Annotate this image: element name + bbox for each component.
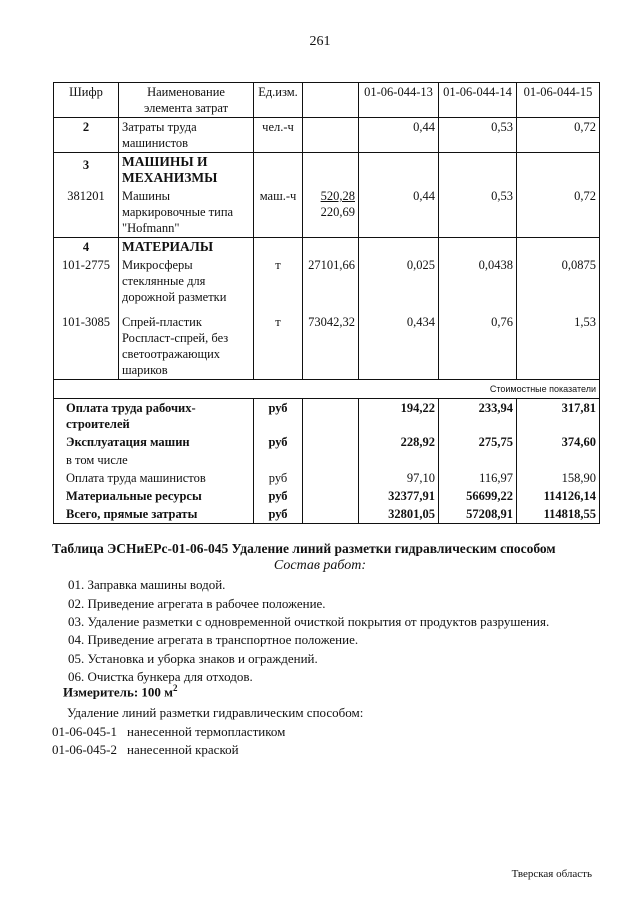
header-price — [303, 83, 359, 118]
total-value-14: 116,97 — [439, 469, 517, 487]
total-label: Материальные ресурсы — [54, 487, 254, 505]
section-row-machines — [54, 153, 600, 188]
removal-text: Удаление линий разметки гидравлическим способом: — [67, 705, 364, 720]
cost-note-row — [54, 380, 600, 399]
code-text: нанесенной термопластиком — [127, 724, 286, 739]
total-value-13: 194,22 — [359, 399, 439, 434]
total-label: Оплата труда рабочих-строителей — [54, 399, 254, 434]
header-col-14: 01-06-044-14 — [439, 83, 517, 118]
row-value-13: 0,025 — [359, 256, 439, 306]
row-name: Машины маркировочные типа "Hofmann" — [119, 187, 254, 238]
resource-table — [53, 82, 600, 524]
row-unit: т — [254, 256, 303, 306]
totals-row — [54, 487, 600, 505]
work-item: 04. Приведение агрегата в транспортное положение. — [68, 632, 359, 647]
price-secondary: 220,69 — [320, 205, 355, 219]
header-unit: Ед.изм. — [254, 83, 303, 118]
header-code: Шифр — [54, 83, 119, 118]
total-value-13: 97,10 — [359, 469, 439, 487]
total-unit: руб — [254, 469, 303, 487]
table-row — [54, 118, 600, 153]
measure-unit — [63, 683, 178, 700]
row-price: 73042,32 — [303, 306, 359, 380]
section-title: МАШИНЫ И МЕХАНИЗМЫ — [119, 153, 254, 188]
row-name: Микросферы стеклянные для дорожной разметки — [119, 256, 254, 306]
works-heading: Состав работ: — [273, 558, 367, 573]
total-unit: руб — [254, 487, 303, 505]
totals-row — [54, 399, 600, 434]
code-text: нанесенной краской — [127, 742, 239, 757]
row-value-15: 1,53 — [517, 306, 600, 380]
totals-row — [54, 505, 600, 524]
section-title: Таблица ЭСНиЕРс-01-06-045 Удаление линий разметки гидравлическим способом — [52, 541, 556, 556]
header-col-13: 01-06-044-13 — [359, 83, 439, 118]
total-value-13: 32801,05 — [359, 505, 439, 524]
row-code: 2 — [54, 118, 119, 153]
row-value-15: 0,72 — [517, 187, 600, 238]
footer-region: Тверская область — [511, 868, 592, 880]
total-value-14: 275,75 — [439, 433, 517, 451]
total-label: Эксплуатация машин — [54, 433, 254, 451]
section-row-materials — [54, 238, 600, 257]
work-item: 03. Удаление разметки с одновременной очисткой покрытия от продуктов разрушения. — [68, 614, 550, 629]
total-unit: руб — [254, 505, 303, 524]
row-value-14: 0,76 — [439, 306, 517, 380]
row-value-15: 0,72 — [517, 118, 600, 153]
table-row — [54, 306, 600, 380]
work-item: 06. Очистка бункера для отходов. — [68, 669, 253, 684]
row-code: 101-2775 — [54, 256, 119, 306]
row-value-13: 0,44 — [359, 118, 439, 153]
totals-row — [54, 469, 600, 487]
code-row — [52, 724, 285, 740]
table-row — [54, 187, 600, 238]
row-value-14: 0,53 — [439, 187, 517, 238]
row-value-14: 0,53 — [439, 118, 517, 153]
table-header-row — [54, 83, 600, 118]
measure-sup: 2 — [173, 683, 178, 693]
page-number: 261 — [309, 34, 331, 49]
row-code: 381201 — [54, 187, 119, 238]
total-value-13: 32377,91 — [359, 487, 439, 505]
cost-note: Стоимостные показатели — [54, 380, 600, 399]
row-unit: чел.-ч — [254, 118, 303, 153]
work-item: 01. Заправка машины водой. — [68, 577, 226, 592]
section-code: 3 — [54, 153, 119, 188]
total-value-13: 228,92 — [359, 433, 439, 451]
row-unit: маш.-ч — [254, 187, 303, 238]
total-label: Оплата труда машинистов — [54, 469, 254, 487]
total-value-15: 374,60 — [517, 433, 600, 451]
row-value-13: 0,434 — [359, 306, 439, 380]
price-primary: 520,28 — [320, 189, 355, 203]
total-value-15: 114818,55 — [517, 505, 600, 524]
code-row — [52, 742, 239, 758]
row-value-14: 0,0438 — [439, 256, 517, 306]
work-item: 02. Приведение агрегата в рабочее положение. — [68, 596, 326, 611]
total-label: в том числе — [54, 451, 254, 469]
code-number: 01-06-045-1 — [52, 724, 117, 739]
row-price: 27101,66 — [303, 256, 359, 306]
section-title: МАТЕРИАЛЫ — [119, 238, 254, 257]
total-unit: руб — [254, 399, 303, 434]
table-row — [54, 256, 600, 306]
total-label: Всего, прямые затраты — [54, 505, 254, 524]
total-value-14: 233,94 — [439, 399, 517, 434]
total-value-15: 158,90 — [517, 469, 600, 487]
totals-row — [54, 451, 600, 469]
row-value-13: 0,44 — [359, 187, 439, 238]
header-col-15: 01-06-044-15 — [517, 83, 600, 118]
total-value-14: 57208,91 — [439, 505, 517, 524]
section-code: 4 — [54, 238, 119, 257]
totals-row — [54, 433, 600, 451]
row-unit: т — [254, 306, 303, 380]
code-number: 01-06-045-2 — [52, 742, 117, 757]
row-price — [303, 118, 359, 153]
measure-label: Измеритель: 100 м — [63, 684, 174, 700]
row-code: 101-3085 — [54, 306, 119, 380]
work-item: 05. Установка и уборка знаков и ограждений. — [68, 651, 318, 666]
total-unit: руб — [254, 433, 303, 451]
total-value-14: 56699,22 — [439, 487, 517, 505]
total-value-15: 317,81 — [517, 399, 600, 434]
row-price — [303, 187, 359, 238]
row-value-15: 0,0875 — [517, 256, 600, 306]
row-name: Спрей-пластик Роспласт-спрей, без светоотражающих шариков — [119, 306, 254, 380]
total-value-15: 114126,14 — [517, 487, 600, 505]
header-name: Наименование элемента затрат — [119, 83, 254, 118]
row-name: Затраты труда машинистов — [119, 118, 254, 153]
